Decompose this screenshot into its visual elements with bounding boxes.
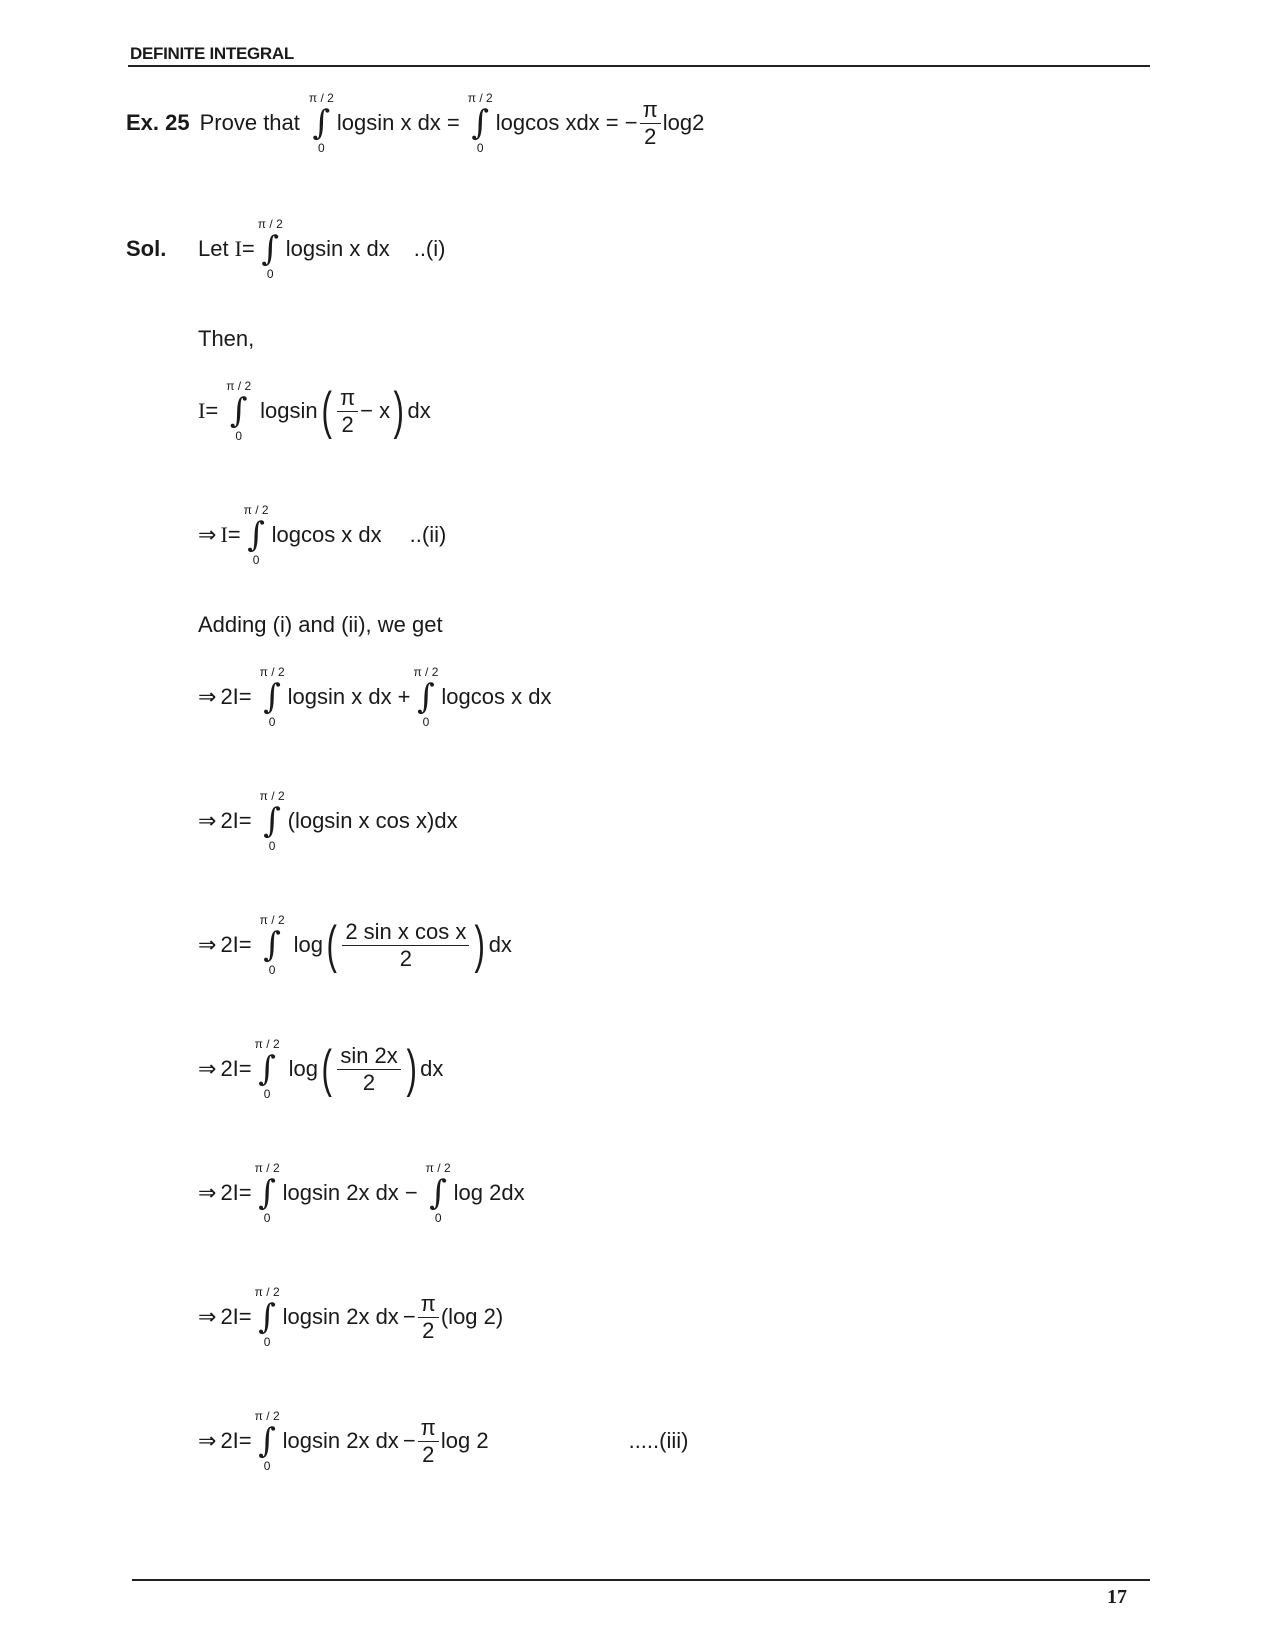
example-tail: log2 bbox=[662, 110, 705, 135]
expr: logcos x dx bbox=[271, 522, 382, 547]
var-I: I bbox=[220, 522, 228, 547]
minus: − bbox=[404, 1180, 418, 1205]
expr: (log 2) bbox=[440, 1304, 504, 1329]
solution-line-11 bbox=[198, 1410, 688, 1472]
expr: logsin x dx bbox=[285, 236, 390, 261]
two-I: 2I bbox=[220, 684, 239, 709]
two-I: 2I bbox=[220, 932, 239, 957]
expr: logcos x dx bbox=[441, 684, 552, 709]
equals: = bbox=[205, 398, 219, 423]
integral-sign: π / 2 ∫ 0 bbox=[254, 1161, 280, 1225]
let-text: Let bbox=[198, 236, 229, 261]
expr: log 2dx bbox=[453, 1180, 525, 1205]
example-label: Ex. 25 bbox=[126, 110, 190, 135]
two-I: 2I bbox=[220, 1428, 239, 1453]
solution-line-1 bbox=[126, 218, 445, 280]
fraction: $\frac{\sin 2x}{2}$ bbox=[337, 1044, 400, 1093]
dx: dx bbox=[420, 1056, 444, 1081]
left-paren: ( bbox=[326, 916, 337, 974]
dx: dx bbox=[488, 932, 512, 957]
minus: − bbox=[402, 1428, 416, 1453]
implies: ⇒ bbox=[198, 1056, 217, 1081]
expr: logsin 2x dx bbox=[282, 1180, 399, 1205]
var-I: I bbox=[234, 236, 242, 261]
solution-line-5 bbox=[198, 666, 551, 728]
implies: ⇒ bbox=[198, 1180, 217, 1205]
equals: = bbox=[238, 1056, 252, 1081]
right-paren: ) bbox=[406, 1040, 417, 1098]
fraction-pi-over-2: $\frac{\pi}{2}$ bbox=[418, 1292, 439, 1341]
plus: + bbox=[397, 684, 411, 709]
fraction-pi-over-2: $\frac{\pi}{2}$ bbox=[418, 1416, 439, 1465]
two-I: 2I bbox=[220, 1180, 239, 1205]
expr: logsin 2x dx bbox=[282, 1428, 399, 1453]
tag-iii: .....(iii) bbox=[628, 1428, 689, 1453]
integral-sign: π / 2 ∫ 0 bbox=[413, 665, 439, 729]
expr: (logsin x cos x)dx bbox=[287, 808, 458, 833]
solution-label: Sol. bbox=[126, 236, 167, 261]
log: log bbox=[288, 1056, 318, 1081]
implies: ⇒ bbox=[198, 684, 217, 709]
integral-sign: π / 2 ∫ 0 bbox=[425, 1161, 451, 1225]
solution-line-9 bbox=[198, 1162, 525, 1224]
header-divider bbox=[128, 65, 1150, 67]
equals: = bbox=[238, 932, 252, 957]
example-expr-2: logcos xdx = − bbox=[495, 110, 638, 135]
expr: log 2 bbox=[440, 1428, 489, 1453]
implies: ⇒ bbox=[198, 1428, 217, 1453]
left-paren: ( bbox=[321, 382, 332, 440]
tag-ii: ..(ii) bbox=[409, 522, 447, 547]
page-header-title: DEFINITE INTEGRAL bbox=[130, 44, 294, 63]
equals: = bbox=[241, 236, 255, 261]
fraction-pi-over-2: $\frac{\pi}{2}$ bbox=[640, 98, 661, 147]
equals: = bbox=[227, 522, 241, 547]
integral-sign: π / 2 ∫ 0 bbox=[254, 1409, 280, 1473]
integral-sign: π / 2 ∫ 0 bbox=[254, 1285, 280, 1349]
example-expr-1: logsin x dx = bbox=[336, 110, 460, 135]
expr: logsin 2x dx bbox=[282, 1304, 399, 1329]
right-paren: ) bbox=[474, 916, 486, 974]
expr: logsin bbox=[260, 398, 318, 423]
dx: dx bbox=[407, 398, 431, 423]
solution-line-8 bbox=[198, 1038, 443, 1100]
integral-sign: π / 2 ∫ 0 bbox=[254, 1037, 280, 1101]
right-paren: ) bbox=[393, 382, 404, 440]
integral-sign: π / 2 ∫ 0 bbox=[259, 665, 285, 729]
fraction: $\frac{\text{2 sin x cos x}}{2}$ bbox=[342, 920, 469, 969]
solution-line-3 bbox=[198, 380, 431, 442]
solution-line-4 bbox=[198, 504, 446, 566]
minus: − bbox=[402, 1304, 416, 1329]
expr: logsin x dx bbox=[287, 684, 392, 709]
left-paren: ( bbox=[321, 1040, 332, 1098]
implies: ⇒ bbox=[198, 932, 217, 957]
then-text: Then, bbox=[198, 326, 255, 351]
equals: = bbox=[238, 1428, 252, 1453]
two-I: 2I bbox=[220, 1056, 239, 1081]
integral-sign: π / 2 ∫ 0 bbox=[257, 217, 283, 281]
solution-line-6 bbox=[198, 790, 458, 852]
solution-line-10 bbox=[198, 1286, 503, 1348]
example-prompt: Prove that bbox=[199, 110, 300, 135]
fraction-pi-over-2: $\frac{\pi}{2}$ bbox=[337, 386, 358, 435]
page-number: 17 bbox=[1107, 1586, 1127, 1608]
integral-sign: π / 2 ∫ 0 bbox=[259, 913, 285, 977]
footer-divider bbox=[132, 1579, 1150, 1581]
integral-sign: π / 2 ∫ 0 bbox=[467, 91, 493, 155]
two-I: 2I bbox=[220, 808, 239, 833]
expr: − x bbox=[360, 398, 391, 423]
log: log bbox=[293, 932, 323, 957]
equals: = bbox=[238, 808, 252, 833]
equals: = bbox=[238, 1304, 252, 1329]
integral-sign: π / 2 ∫ 0 bbox=[259, 789, 285, 853]
adding-text: Adding (i) and (ii), we get bbox=[198, 612, 443, 637]
implies: ⇒ bbox=[198, 808, 217, 833]
equals: = bbox=[238, 1180, 252, 1205]
equals: = bbox=[238, 684, 252, 709]
integral-sign: π / 2 ∫ 0 bbox=[226, 379, 252, 443]
integral-sign: π / 2 ∫ 0 bbox=[308, 91, 334, 155]
integral-sign: π / 2 ∫ 0 bbox=[243, 503, 269, 567]
implies: ⇒ bbox=[198, 1304, 217, 1329]
example-statement bbox=[126, 92, 704, 154]
solution-line-7 bbox=[198, 914, 512, 976]
var-I: I bbox=[198, 398, 206, 423]
implies: ⇒ bbox=[198, 522, 217, 547]
tag-i: ..(i) bbox=[413, 236, 446, 261]
two-I: 2I bbox=[220, 1304, 239, 1329]
